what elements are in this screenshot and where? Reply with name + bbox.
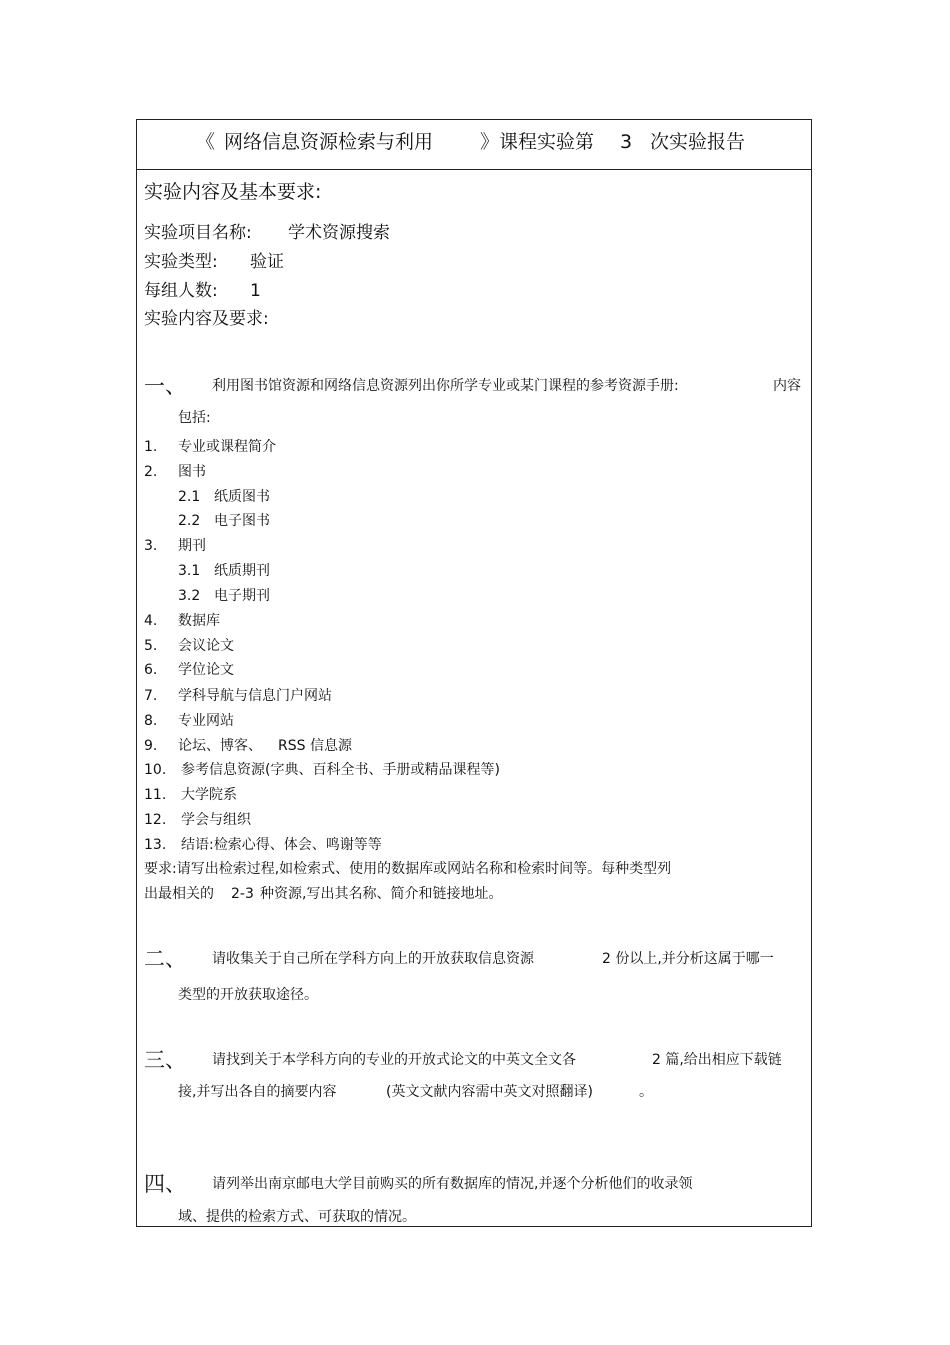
content-requirements-label: 实验内容及要求: — [144, 309, 269, 329]
outline-text: 纸质图书 — [214, 489, 270, 505]
title-book-close: 》课程实验第 — [480, 131, 595, 153]
experiment-type-label: 实验类型: — [144, 252, 218, 272]
section-heading: 实验内容及基本要求: — [144, 181, 322, 203]
task3-continuation-b: (英文文献内容需中英文对照翻译) — [386, 1084, 593, 1100]
title-book-open: 《 — [196, 131, 216, 153]
outline-num: 1. — [144, 439, 158, 455]
outline-text: 电子期刊 — [214, 588, 270, 604]
title-divider — [136, 169, 812, 170]
outline-text: 专业或课程简介 — [178, 439, 276, 455]
outline-num: 6. — [144, 662, 158, 678]
group-size-value: 1 — [250, 281, 261, 301]
outline-num: 13. — [144, 837, 167, 853]
task1-tail: 内容 — [773, 378, 801, 394]
requirement-line-1: 要求:请写出检索过程,如检索式、使用的数据库或网站名称和检索时间等。每种类型列 — [144, 861, 672, 877]
outline-text: 图书 — [178, 464, 206, 480]
outline-num: 10. — [144, 762, 167, 778]
project-name-label: 实验项目名称: — [144, 223, 252, 243]
outline-text: 大学院系 — [181, 787, 237, 803]
outline-num: 2.2 — [178, 513, 201, 529]
outline-num: 2.1 — [178, 489, 201, 505]
outline-text: 学科导航与信息门户网站 — [178, 688, 332, 704]
outline-num: 8. — [144, 713, 158, 729]
requirement-line-2c: 种资源,写出其名称、简介和链接地址。 — [260, 886, 503, 902]
outline-text: 学会与组织 — [181, 812, 251, 828]
requirement-line-2a: 出最相关的 — [144, 886, 214, 902]
task4-text: 请列举出南京邮电大学目前购买的所有数据库的情况,并逐个分析他们的收录领 — [212, 1176, 693, 1192]
title-number: 3 — [620, 131, 633, 153]
requirement-line-2b: 2-3 — [231, 886, 254, 902]
task2-marker: 二、 — [144, 947, 186, 971]
task4-marker: 四、 — [144, 1172, 186, 1196]
task2-continuation: 类型的开放获取途径。 — [178, 987, 318, 1003]
task3-tail: 2 篇,给出相应下载链 — [652, 1052, 782, 1068]
task2-text: 请收集关于自己所在学科方向上的开放获取信息资源 — [212, 951, 534, 967]
outline-num: 4. — [144, 613, 158, 629]
outline-num: 3.2 — [178, 588, 201, 604]
task4-continuation: 域、提供的检索方式、可获取的情况。 — [178, 1209, 416, 1225]
outline-num: 3. — [144, 538, 158, 554]
outline-num: 3.1 — [178, 563, 201, 579]
outline-text: 电子图书 — [214, 513, 270, 529]
outline-text: 纸质期刊 — [214, 563, 270, 579]
task1-continuation: 包括: — [178, 410, 211, 426]
task3-text: 请找到关于本学科方向的专业的开放式论文的中英文全文各 — [212, 1052, 576, 1068]
task3-continuation-a: 接,并写出各自的摘要内容 — [178, 1084, 337, 1100]
group-size-label: 每组人数: — [144, 281, 218, 301]
task2-tail: 2 份以上,并分析这属于哪一 — [602, 951, 774, 967]
outline-text: 期刊 — [178, 538, 206, 554]
outline-text: 学位论文 — [178, 662, 234, 678]
outline-num: 11. — [144, 787, 167, 803]
outline-text: 论坛、博客、 — [178, 738, 262, 754]
outline-text: 专业网站 — [178, 713, 234, 729]
outline-text: 参考信息资源(字典、百科全书、手册或精品课程等) — [181, 762, 500, 778]
outline-text: 会议论文 — [178, 638, 234, 654]
task3-continuation-c: 。 — [639, 1084, 653, 1100]
outline-num: 12. — [144, 812, 167, 828]
title-course-name: 网络信息资源检索与利用 — [224, 131, 434, 153]
outline-text: 结语:检索心得、体会、鸣谢等等 — [181, 837, 382, 853]
title-suffix: 次实验报告 — [650, 131, 746, 153]
outline-num: 2. — [144, 464, 158, 480]
project-name-value: 学术资源搜索 — [288, 223, 390, 243]
outline-text: 数据库 — [178, 613, 220, 629]
outline-text-extra: RSS 信息源 — [278, 738, 352, 754]
outline-num: 5. — [144, 638, 158, 654]
outline-num: 9. — [144, 738, 158, 754]
task1-text: 利用图书馆资源和网络信息资源列出你所学专业或某门课程的参考资源手册: — [212, 378, 679, 394]
task3-marker: 三、 — [144, 1048, 186, 1072]
outline-num: 7. — [144, 688, 158, 704]
experiment-type-value: 验证 — [250, 252, 284, 272]
task1-marker: 一、 — [144, 374, 186, 398]
